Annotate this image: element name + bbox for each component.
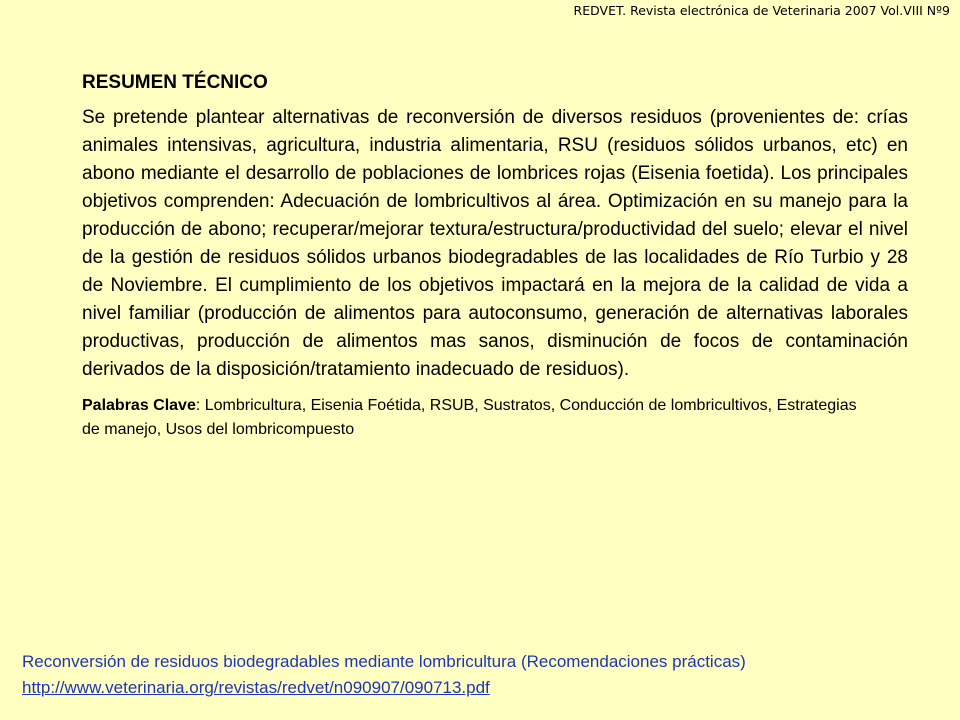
keywords-label: Palabras Clave [82,397,196,414]
article-title: Reconversión de residuos biodegradables mediante lombricultura (Recomendaciones prácticas) [22,652,746,671]
footer [22,650,746,702]
keywords-separator: : [195,397,201,414]
abstract-text: Se pretende plantear alternativas de reconversión de diversos residuos (provenientes de: crías animales intensivas, agricultura, industria alimentaria, RSU (residuos sólidos urbanos, etc) en abono mediante el desarrollo de poblaciones de lombrices rojas (Eisenia foetida). Los principales objetivos comprenden: Adecuación de lombricultivos al área. Optimización en su manejo para la producción de abono; recuperar/mejorar textura/estructura/productividad del suelo; elevar el nivel de la gestión de residuos sólidos urbanos biodegradables de las localidades de Río Turbio y 28 de Noviembre. El cumplimiento de los objetivos impactará en la mejora de la calidad de vida a nivel familiar (producción de alimentos para autoconsumo, generación de alternativas laborales productivas, producción de alimentos mas sanos, disminución de focos de contaminación derivados de la disposición/tratamiento inadecuado de residuos). [82,107,908,380]
keywords-list: Lombricultura, Eisenia Foétida, RSUB, Sustratos, Conducción de lombricultivos, Estrategias de manejo, Usos del lombricompuesto [82,397,857,438]
keywords-paragraph [82,394,872,442]
journal-header: REDVET. Revista electrónica de Veterinaria 2007 Vol.VIII Nº9 [573,3,950,18]
summary-title: RESUMEN TÉCNICO [82,72,268,93]
summary-section [82,72,908,442]
pdf-link[interactable]: http://www.veterinaria.org/revistas/redvet/n090907/090713.pdf [22,678,490,697]
